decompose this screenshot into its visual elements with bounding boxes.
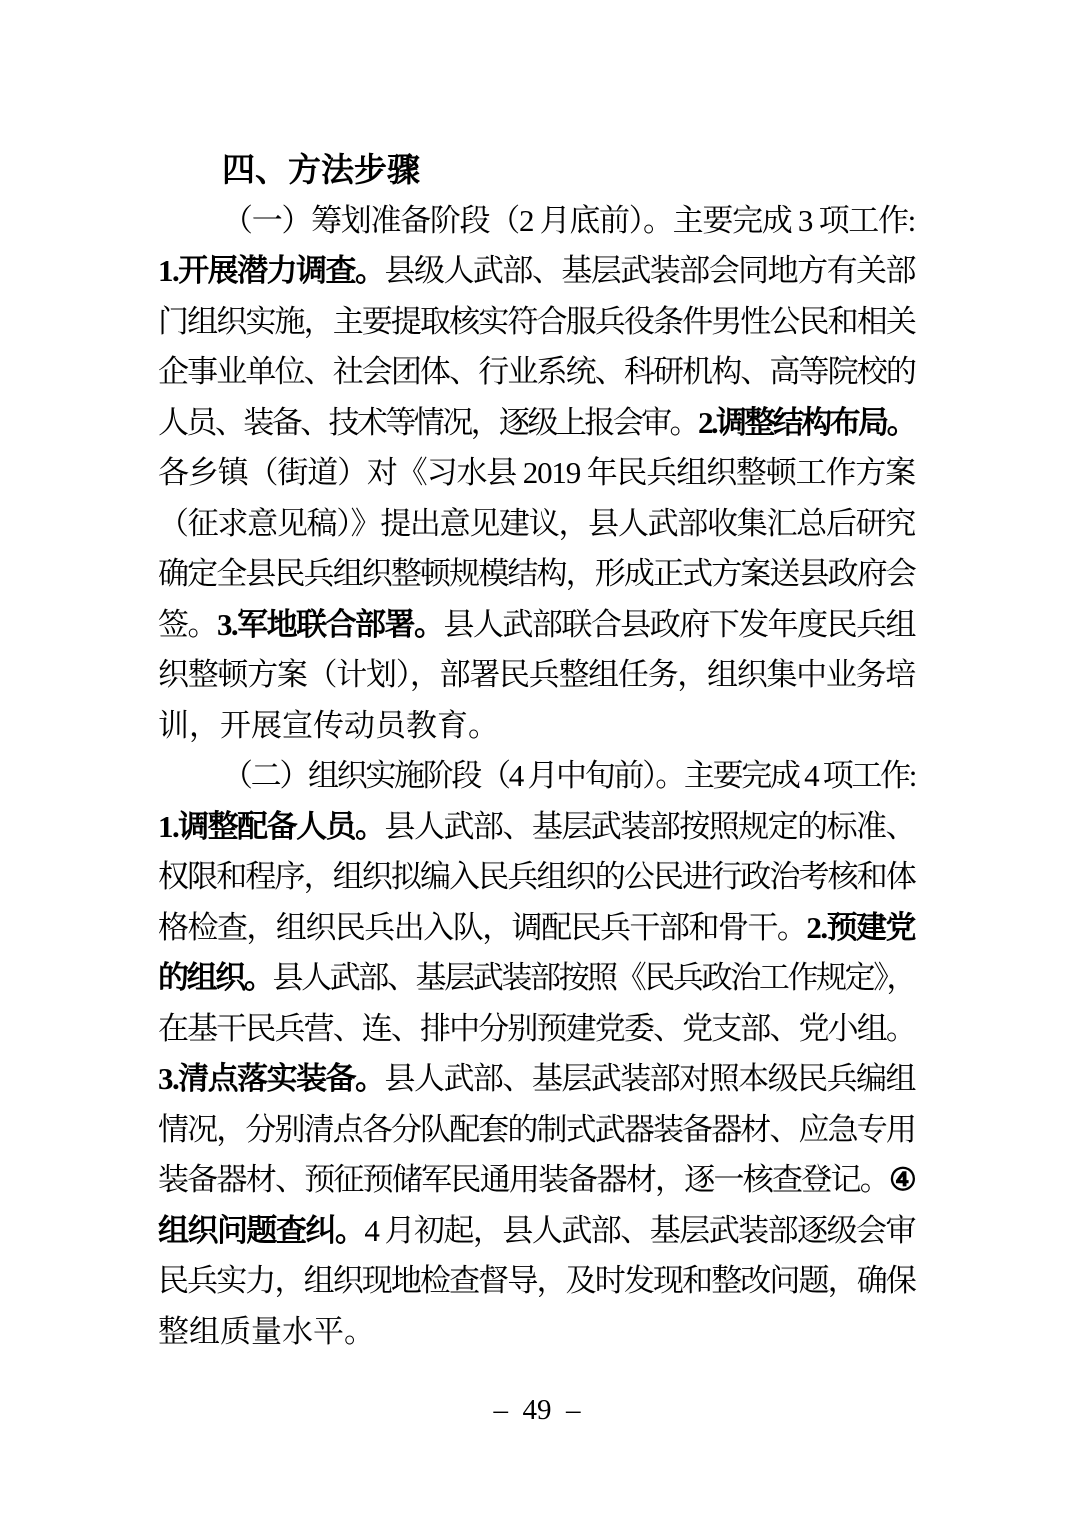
bold-text-segment: 组织问题查纠。 [158,1212,365,1248]
line-text [158,499,915,550]
line-text [158,246,915,297]
text-line [158,196,915,247]
text-segment: 4 月初起，县人武部、基层武装部逐级会审 [364,1212,916,1248]
line-text [158,1054,915,1105]
bold-text-segment: 1.开展潜力调查。 [158,253,385,288]
line-text [158,297,915,348]
text-line [158,1004,915,1055]
text-segment: 各乡镇（街道）对《习水县 2019 年民兵组织整顿工作方案 [158,455,915,490]
text-line [158,398,915,449]
text-segment: 企事业单位、社会团体、行业系统、科研机构、高等院校的 [158,354,915,389]
text-segment: 县人武部联合县政府下发年度民兵组 [443,606,916,642]
text-line [158,903,915,954]
text-line [158,751,915,802]
text-segment: 格检查，组织民兵出入队，调配民兵干部和骨干。 [158,909,807,945]
text-segment: 确定全县民兵组织整顿规模结构，形成正式方案送县政府会 [158,556,915,591]
text-line [158,1105,915,1156]
line-text [158,701,499,752]
line-text [158,1307,375,1358]
bold-text-segment: 2.调整结构布局。 [697,404,916,440]
line-text [158,1206,915,1257]
text-line [158,499,915,550]
text-segment: 权限和程序，组织拟编入民兵组织的公民进行政治考核和体 [158,859,915,894]
text-segment: 装备器材、预征预储军民通用装备器材，逐一核查登记。 [158,1162,889,1197]
text-line [158,448,915,499]
line-text [158,852,915,903]
bold-text-segment: ④ [888,1162,915,1197]
line-text [222,751,915,802]
text-segment: 县人武部、基层武装部对照本级民兵编组 [384,1061,915,1096]
text-segment: 签。 [158,606,217,642]
line-text [158,802,915,853]
page-number: – 49 – [493,1394,581,1426]
text-segment: 在基干民兵营、连、排中分别预建党委、党支部、党小组。 [158,1010,915,1046]
text-segment: （征求意见稿）》提出意见建议，县人武部收集汇总后研究 [158,505,915,541]
text-line [158,1256,915,1307]
text-segment: 织整顿方案（计划），部署民兵整组任务，组织集中业务培 [158,657,915,692]
line-text [158,953,915,1004]
text-line [158,852,915,903]
text-segment: 训，开展宣传动员教育。 [158,707,499,743]
text-segment: 县人武部、基层武装部按照《民兵政治工作规定》， [272,960,916,995]
bold-text-segment: 的组织。 [158,960,273,995]
text-line [158,701,915,752]
line-text [158,903,915,954]
text-segment: 民兵实力，组织现地检查督导，及时发现和整改问题，确保 [158,1263,915,1298]
text-segment: （一）筹划准备阶段（2 月底前）。主要完成 3 项工作: [222,202,915,238]
text-line [158,802,915,853]
line-text [158,1105,915,1156]
line-text [222,196,915,247]
document-content [158,145,915,1357]
text-segment: 情况，分别清点各分队配套的制式武器装备器材、应急专用 [158,1111,915,1147]
text-segment: 门组织实施，主要提取核实符合服兵役条件男性公民和相关 [158,303,915,339]
text-line [158,1054,915,1105]
text-line [158,600,915,651]
text-line [158,1307,915,1358]
bold-text-segment: 3.军地联合部署。 [216,606,444,642]
text-line [158,650,915,701]
line-text [158,398,915,449]
line-text [158,1004,915,1055]
line-text [158,347,915,398]
text-line [158,1155,915,1206]
text-segment: 人员、装备、技术等情况，逐级上报会审。 [158,404,698,440]
text-line [158,1206,915,1257]
line-text [158,1155,915,1206]
line-text [158,549,915,600]
text-segment: 县级人武部、基层武装部会同地方有关部 [384,253,915,288]
line-text [158,448,915,499]
section-heading [158,145,915,196]
line-text [158,600,915,651]
bold-text-segment: 四、方法步骤 [222,151,420,188]
text-segment: 整组质量水平。 [158,1313,375,1349]
text-line [158,953,915,1004]
text-segment: （二）组织实施阶段（4 月中旬前）。主要完成 4 项工作: [222,758,915,793]
text-segment: 县人武部、基层武装部按照规定的标准、 [384,808,915,844]
bold-text-segment: 3.清点落实装备。 [158,1061,385,1096]
line-text [222,145,420,196]
text-line [158,549,915,600]
bold-text-segment: 2.预建党 [806,909,916,945]
text-line [158,246,915,297]
line-text [158,650,915,701]
bold-text-segment: 1.调整配备人员。 [158,808,385,844]
line-text [158,1256,915,1307]
text-line [158,347,915,398]
text-line [158,297,915,348]
